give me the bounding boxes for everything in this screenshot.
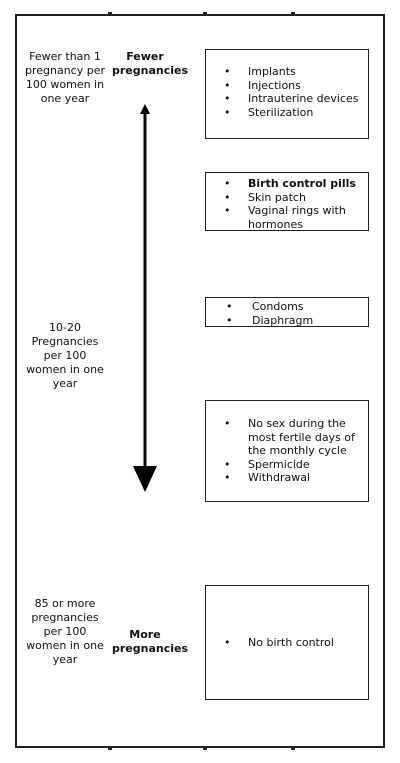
bullet-icon: •: [224, 204, 231, 218]
bullet-icon: •: [224, 105, 231, 119]
rate-label-high-effectiveness: Fewer than 1 pregnancy per 100 women in one year: [24, 50, 106, 105]
heading-fewer-pregnancies: Fewer pregnancies: [112, 50, 189, 77]
method-item: • No sex during the most fertile days of the monthly cycle: [224, 417, 355, 458]
method-item: • Vaginal rings with hormones: [224, 204, 346, 231]
method-item: • Injections: [224, 78, 301, 92]
arrow-head-down: [133, 466, 157, 492]
frame-tick: [108, 12, 112, 16]
bullet-icon: •: [224, 471, 231, 485]
method-item: • Condoms: [226, 300, 304, 313]
method-item: • Withdrawal: [224, 471, 311, 485]
frame-tick: [108, 746, 112, 750]
heading-more-pregnancies: More pregnancies: [112, 628, 189, 655]
method-box-barrier: [205, 297, 369, 327]
method-box-hormonal: [205, 172, 369, 231]
method-item: • Intrauterine devices: [224, 92, 359, 106]
rate-label-low-effectiveness: 85 or more pregnancies per 100 women in one year: [26, 597, 104, 666]
frame-tick: [203, 746, 207, 750]
method-item: • Diaphragm: [226, 313, 314, 327]
frame-tick: [203, 12, 207, 16]
method-box-none: [205, 585, 369, 700]
method-box-highly-effective: [205, 49, 369, 139]
rate-label-middle: 10-20 Pregnancies per 100 women in one year: [26, 321, 104, 390]
method-item: • Implants: [224, 65, 296, 78]
bullet-icon: •: [224, 190, 231, 204]
bullet-icon: •: [226, 300, 233, 313]
double-arrow: [128, 104, 162, 494]
bullet-icon: •: [224, 65, 231, 78]
bullet-icon: •: [226, 313, 233, 327]
bullet-icon: •: [224, 636, 231, 649]
bullet-icon: •: [224, 78, 231, 92]
arrow-head-up: [140, 104, 150, 114]
method-item: • Spermicide: [224, 457, 310, 471]
method-box-less-effective: [205, 400, 369, 502]
bullet-icon: •: [224, 177, 231, 190]
method-item: • Sterilization: [224, 105, 314, 119]
frame-tick: [291, 746, 295, 750]
method-item: • Skin patch: [224, 190, 306, 204]
method-item: • Birth control pills: [224, 177, 356, 190]
bullet-icon: •: [224, 457, 231, 471]
method-item: • No birth control: [224, 636, 334, 649]
frame-tick: [291, 12, 295, 16]
bullet-icon: •: [224, 417, 231, 430]
bullet-icon: •: [224, 92, 231, 106]
